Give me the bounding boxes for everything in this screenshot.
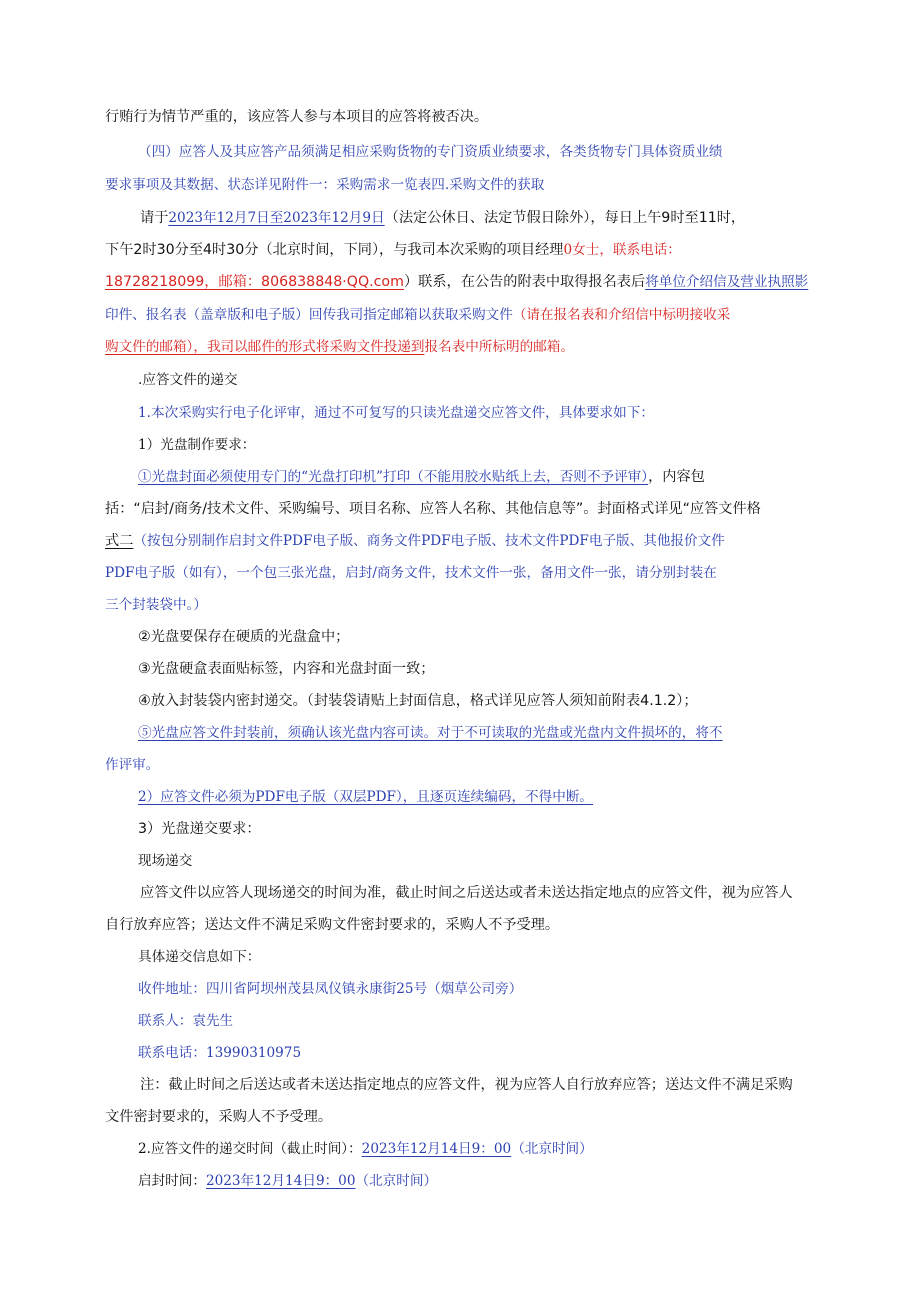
text-run: .应答文件的递交 <box>138 372 238 388</box>
date-range-link: 2023年12月7日至2023年12月9日 <box>168 210 385 226</box>
text-run: 注：截止时间之后送达或者未送达指定地点的应答文件，视为应答人自行放弃应答；送达文件不满足采购 <box>140 1077 793 1093</box>
text-run: 请于 <box>140 210 169 226</box>
text-line <box>138 723 723 743</box>
text-run: 3）光盘递交要求： <box>138 821 261 837</box>
text-run: 三个封装袋中。） <box>105 597 207 613</box>
text-run: 印件、报名表（盖章版和电子版）回传我司指定邮箱以获取采购文件 <box>105 307 513 323</box>
text-line <box>105 240 681 260</box>
text-line <box>138 142 723 162</box>
text-run: 购文件的邮箱），我司以邮件的形式将采购文件投递到 <box>105 339 425 355</box>
text-run: 1.本次采购实行电子化评审，通过不可复写的只读光盘递交应答文件，具体要求如下： <box>138 405 654 421</box>
text-line <box>105 337 574 357</box>
text-run: 要求事项及其数据、状态详见附件一：采购需求一览表四.采购文件的获取 <box>105 177 545 193</box>
text-line <box>105 915 559 935</box>
deadline-date: 2023年12月14日9：00 <box>361 1141 512 1157</box>
text-run: 将单位介绍信及营业执照影 <box>645 274 809 290</box>
text-run: 2.应答文件的递交时间（截止时间）： <box>138 1141 362 1157</box>
text-run: 行贿行为情节严重的，该应答人参与本项目的应答将被否决。 <box>105 109 489 125</box>
text-line <box>105 1107 332 1127</box>
text-run: ②光盘要保存在硬质的光盘盒中； <box>138 629 350 645</box>
text-run: ⑤光盘应答文件封装前，须确认该光盘内容可读。对于不可读取的光盘或光盘内文件损坏的，将不 <box>138 725 723 741</box>
deadline-line <box>138 1139 593 1159</box>
text-run: （请在报名表和介绍信中标明接收采 <box>512 307 731 323</box>
section-heading <box>138 370 237 390</box>
text-run: 自行放弃应答；送达文件不满足采购文件密封要求的，采购人不予受理。 <box>105 917 560 933</box>
text-run: 联系电话：13990310975 <box>138 1045 302 1061</box>
text-line <box>138 787 593 807</box>
text-line <box>138 819 261 839</box>
text-run: ④放入封装袋内密封递交。（封装袋请贴上封面信息，格式详见应答人须知前附表4.1.2）； <box>138 693 698 709</box>
text-line <box>105 272 808 292</box>
opening-date: 2023年12月14日9：00 <box>205 1173 356 1189</box>
text-run: 下午2时30分至4时30分（北京时间，下同），与我司本次采购的项目经理 <box>105 242 564 258</box>
address-line <box>138 979 522 999</box>
text-line <box>138 691 698 711</box>
text-run: ，内容包 <box>648 469 705 485</box>
text-line <box>140 1075 793 1095</box>
text-line <box>138 659 434 679</box>
text-run: （北京时间） <box>511 1141 593 1157</box>
text-run: （北京时间） <box>355 1173 438 1189</box>
text-run: PDF电子版（如有），一个包三张光盘，启封/商务文件，技术文件一张，备用文件一张，请分别封装在 <box>105 565 717 581</box>
text-line <box>138 435 255 455</box>
text-line <box>138 467 705 487</box>
text-run: 启封时间： <box>138 1173 206 1189</box>
text-run: 联系人：袁先生 <box>138 1013 234 1029</box>
text-line <box>105 499 761 519</box>
text-run: 报名表中所标明的邮箱。 <box>424 339 574 355</box>
text-run: ）联系，在公告的附表中取得报名表后 <box>403 274 646 290</box>
text-run: 作评审。 <box>105 757 160 773</box>
text-line <box>105 563 717 583</box>
text-run: ①光盘封面必须使用专门的“光盘打印机”打印（不能用胶水贴纸上去，否则不予评审） <box>138 469 649 485</box>
text-run: （四）应答人及其应答产品须满足相应采购货物的专门资质业绩要求，各类货物专门具体资质业绩 <box>138 144 723 160</box>
text-line <box>140 208 745 228</box>
text-line <box>138 403 654 423</box>
text-line <box>105 531 725 551</box>
text-run: 1）光盘制作要求： <box>138 437 256 453</box>
text-run: 括：“启封/商务/技术文件、采购编号、项目名称、应答人名称、其他信息等”。封面格式详见“应答文件格 <box>105 501 761 517</box>
text-run: 具体递交信息如下： <box>138 949 261 965</box>
text-line <box>140 883 793 903</box>
opening-time-line <box>138 1171 437 1191</box>
text-line <box>138 947 260 967</box>
text-line <box>105 305 730 325</box>
contact-phone-line <box>138 1043 301 1063</box>
text-run: 收件地址：四川省阿坝州茂县凤仪镇永康街25号（烟草公司旁） <box>138 981 523 997</box>
text-line <box>105 107 488 127</box>
text-run: 式二 <box>105 533 134 549</box>
contact-email: 18728218099，邮箱：806838848·QQ.com <box>105 274 404 290</box>
text-run: 2）应答文件必须为PDF电子版（双层PDF），且逐页连续编码，不得中断。 <box>138 789 594 805</box>
contact-text: 0女士，联系电话： <box>563 242 681 258</box>
text-line <box>138 627 349 647</box>
text-run: （按包分别制作启封文件PDF电子版、商务文件PDF电子版、技术文件PDF电子版、其他报价文件 <box>133 533 725 549</box>
contact-person-line <box>138 1011 233 1031</box>
text-run: ③光盘硬盒表面贴标签，内容和光盘封面一致； <box>138 661 435 677</box>
text-run: 现场递交 <box>138 853 193 869</box>
text-run: （法定公休日、法定节假日除外），每日上午9时至11时， <box>384 210 746 226</box>
text-run: 文件密封要求的，采购人不予受理。 <box>105 1109 333 1125</box>
text-line <box>105 755 159 775</box>
text-line <box>105 595 207 615</box>
text-run: 应答文件以应答人现场递交的时间为准，截止时间之后送达或者未送达指定地点的应答文件，视为应答人 <box>140 885 793 901</box>
text-line <box>138 851 192 871</box>
text-line <box>105 175 544 195</box>
